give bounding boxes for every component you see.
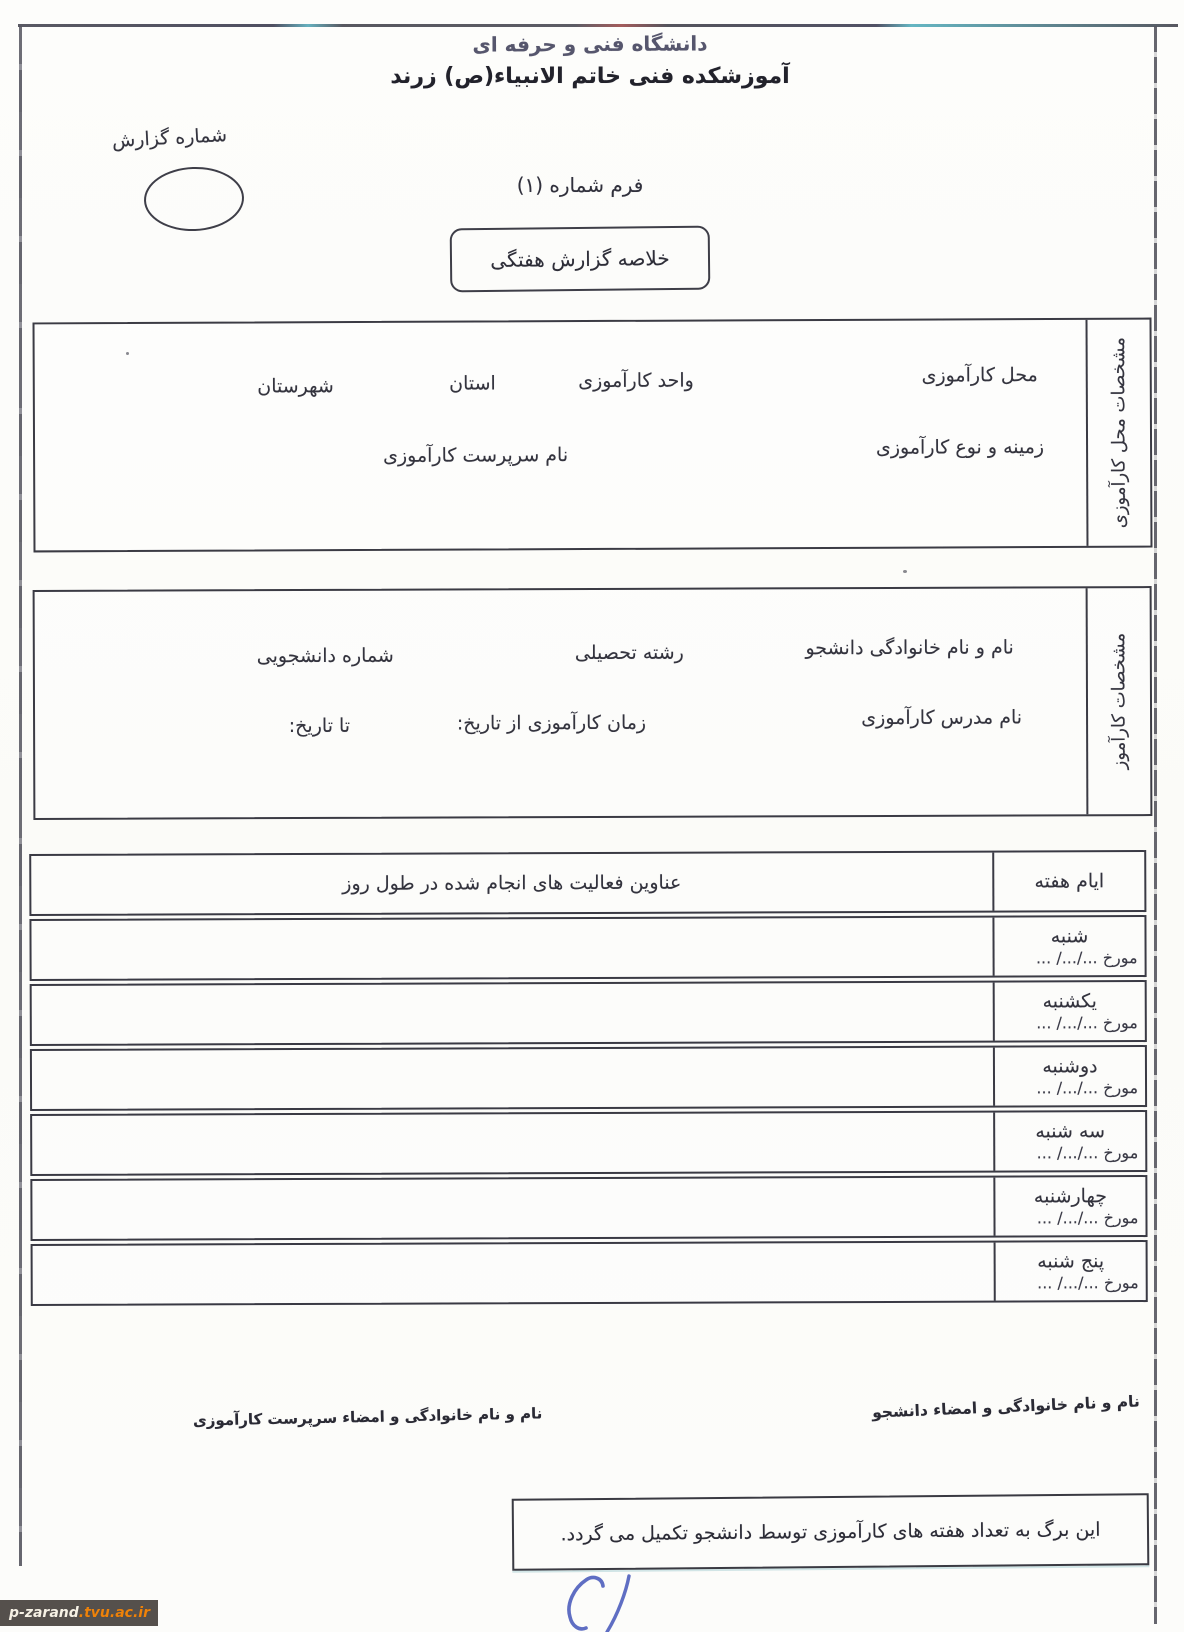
week-activities-header: عناوین فعالیت های انجام شده در طول روز: [342, 871, 682, 895]
location-section-table: [33, 318, 1153, 553]
day-name: پنج شنبه: [1037, 1250, 1105, 1273]
day-cell-thursday: [994, 1242, 1146, 1301]
scan-speckle: [126, 352, 129, 355]
activities-cell: [31, 918, 992, 979]
site-watermark-main: p-zarand: [9, 1605, 79, 1621]
activities-cell: [32, 1178, 993, 1239]
week-activities-header-cell: [31, 853, 992, 914]
table-row: [30, 1045, 1147, 1111]
footer-note-box: [512, 1493, 1150, 1571]
form-title: خلاصه گزارش هفتگی: [490, 246, 670, 272]
day-date-label: مورخ .../.../ ...: [1037, 1273, 1139, 1293]
activities-cell: [33, 1243, 994, 1304]
week-days-header: ایام هفته: [1034, 870, 1105, 893]
day-cell-wednesday: [993, 1177, 1145, 1236]
week-table-header-row: [29, 850, 1146, 916]
week-days-header-cell: [992, 852, 1144, 911]
field-internship-field-type: زمینه و نوع کارآموزی: [875, 436, 1045, 459]
day-cell-tuesday: [993, 1112, 1145, 1171]
table-row: [30, 1175, 1147, 1241]
day-date-label: مورخ .../.../ ...: [1036, 1013, 1138, 1033]
field-internship-place: محل کارآموزی: [921, 364, 1038, 387]
day-name: سه شنبه: [1035, 1120, 1106, 1143]
field-student-name: نام و نام خانوادگی دانشجو: [805, 636, 1014, 660]
field-major: رشته تحصیلی: [574, 641, 684, 665]
day-name: شنبه: [1050, 925, 1089, 948]
footer-note: این برگ به تعداد هفته های کارآموزی توسط دانشجو تکمیل می گردد.: [560, 1518, 1101, 1546]
field-instructor: نام مدرس کارآموزی: [861, 706, 1023, 730]
table-row: [31, 1240, 1148, 1306]
activities-cell: [32, 1048, 993, 1109]
weekly-activities-table: [29, 850, 1148, 1309]
page-frame-right-line: [1154, 26, 1157, 1624]
table-row: [30, 1110, 1147, 1176]
site-watermark-badge: [0, 1600, 158, 1626]
location-section-content: [35, 320, 1087, 551]
page-frame-left-line: [19, 26, 22, 1566]
report-number-label: شماره گزارش: [111, 124, 228, 152]
table-row: [30, 980, 1147, 1046]
trainee-section-table: [33, 586, 1153, 820]
trainee-section-side-column: [1086, 588, 1151, 814]
field-student-id: شماره دانشجویی: [256, 644, 394, 668]
day-date-label: مورخ .../.../ ...: [1036, 1078, 1139, 1098]
activities-cell: [32, 983, 993, 1044]
day-date-label: مورخ .../.../ ...: [1035, 948, 1138, 968]
report-number-ellipse: [143, 165, 245, 232]
handwritten-pen-mark: [545, 1572, 645, 1632]
day-cell-monday: [993, 1047, 1145, 1106]
form-number: فرم شماره (۱): [516, 173, 644, 197]
field-to-date: تا تاریخ:: [288, 714, 351, 738]
day-name: چهارشنبه: [1033, 1185, 1107, 1208]
field-province: استان: [449, 372, 496, 395]
page-frame-top-line: [18, 24, 1178, 27]
day-date-label: مورخ .../.../ ...: [1036, 1143, 1139, 1163]
location-section-side-label: مشخصات محل کارآموزی: [1108, 337, 1130, 529]
trainee-section-side-label: مشخصات کارآموز: [1108, 632, 1130, 770]
field-county: شهرستان: [257, 375, 334, 398]
field-internship-unit: واحد کارآموزی: [578, 369, 694, 393]
site-watermark-suffix: .tvu.ac.ir: [78, 1605, 150, 1621]
day-name: دوشنبه: [1042, 1055, 1098, 1078]
university-name: دانشگاه فنی و حرفه ای: [472, 31, 708, 57]
supervisor-signature-label: نام و نام خانوادگی و امضاء سرپرست کارآموزی: [192, 1404, 543, 1430]
form-title-box: [450, 226, 711, 293]
field-supervisor-name: نام سرپرست کارآموزی: [383, 444, 569, 467]
day-name: یکشنبه: [1042, 990, 1097, 1013]
day-cell-saturday: [992, 917, 1144, 976]
institute-name: آموزشکده فنی خاتم الانبیاء(ص) زرند: [390, 64, 790, 89]
day-date-label: مورخ .../.../ ...: [1036, 1208, 1139, 1228]
table-row: [29, 915, 1146, 981]
student-signature-label: نام و نام خانوادگی و امضاء دانشجو: [871, 1392, 1141, 1422]
field-from-date: زمان کارآموزی از تاریخ:: [456, 711, 647, 735]
trainee-section-content: [35, 588, 1087, 818]
scan-speckle: [903, 570, 907, 573]
location-section-side-column: [1086, 320, 1151, 546]
activities-cell: [32, 1113, 993, 1174]
day-cell-sunday: [993, 982, 1145, 1041]
